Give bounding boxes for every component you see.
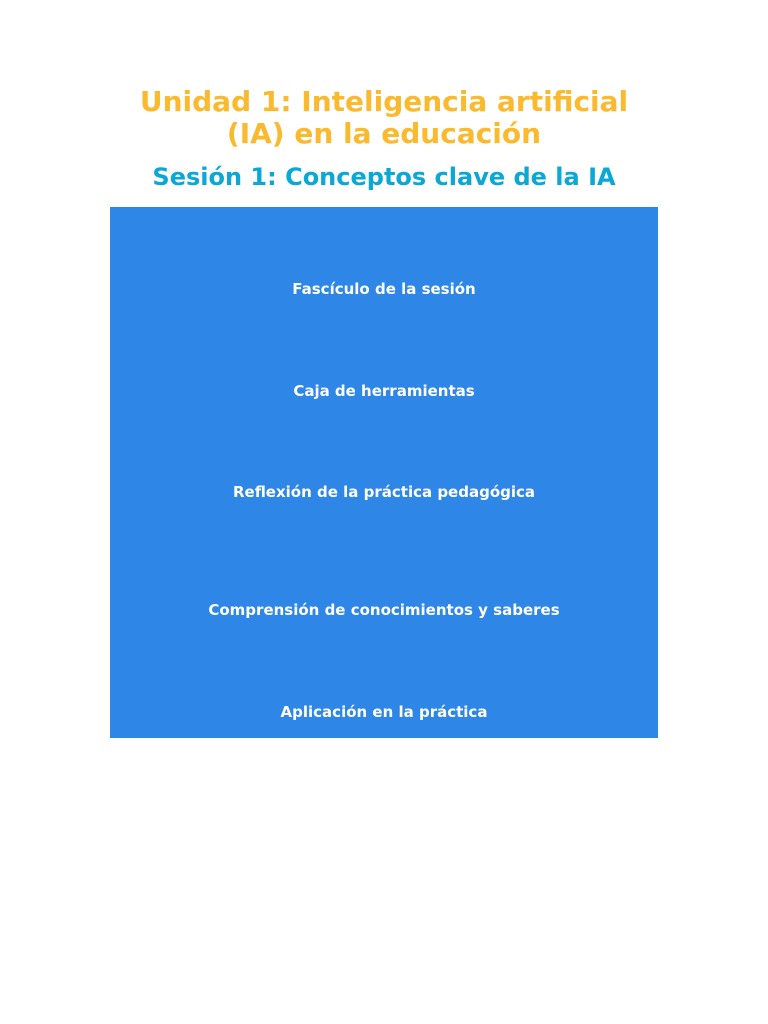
session-title: Sesión 1: Conceptos clave de la IA [152, 163, 616, 191]
menu-item-caja-herramientas[interactable]: Caja de herramientas [293, 382, 475, 400]
session-menu-panel [110, 207, 658, 738]
menu-item-aplicacion[interactable]: Aplicación en la práctica [280, 703, 488, 721]
unit-title-line-2: (IA) en la educación [226, 117, 542, 150]
unit-title-line-1: Unidad 1: Inteligencia artificial [139, 85, 629, 118]
unit-title [0, 86, 768, 150]
menu-item-fasciculo[interactable]: Fascículo de la sesión [292, 280, 476, 298]
menu-item-comprension[interactable]: Comprensión de conocimientos y saberes [208, 601, 560, 619]
menu-item-reflexion[interactable]: Reflexión de la práctica pedagógica [232, 483, 536, 501]
